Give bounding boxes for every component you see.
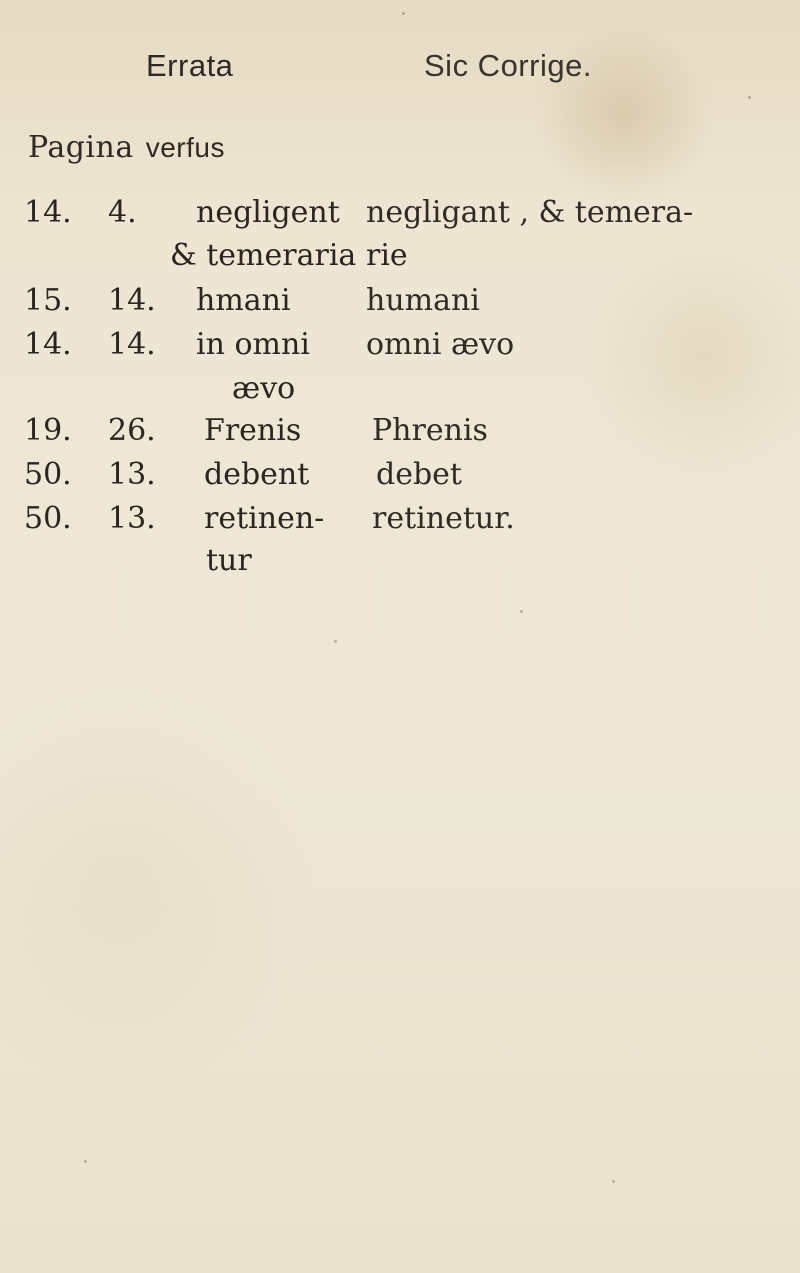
row-1-correction-cont: rie	[366, 238, 408, 273]
row-2-page: 15.	[24, 283, 72, 318]
row-6-error-cont: tur	[206, 543, 252, 578]
row-1-error-cont: & temeraria	[170, 238, 357, 273]
paper-speck	[612, 1180, 615, 1183]
row-2-correction: humani	[366, 283, 480, 318]
row-4-correction: Phrenis	[372, 413, 488, 448]
row-3-correction: omni ævo	[366, 327, 515, 362]
row-1-page: 14.	[24, 195, 72, 230]
row-3-error: in omni	[196, 327, 310, 362]
paper-speck	[84, 1160, 87, 1163]
row-4-line: 26.	[108, 413, 156, 448]
row-2-error: hmani	[196, 283, 291, 318]
row-1-line: 4.	[108, 195, 137, 230]
column-headings	[28, 130, 225, 165]
paper-speck	[748, 96, 751, 99]
row-6-error: retinen-	[204, 501, 325, 536]
row-1-error: negligent	[196, 195, 340, 230]
paper-speck	[520, 610, 523, 613]
row-1-correction: negligant , & temera-	[366, 195, 694, 230]
row-3-page: 14.	[24, 327, 72, 362]
row-3-error-cont: ævo	[232, 371, 296, 406]
sic-corrige-heading: Sic Corrige.	[424, 48, 592, 83]
row-6-line: 13.	[108, 501, 156, 536]
row-4-page: 19.	[24, 413, 72, 448]
pagina-heading: Pagina	[28, 130, 134, 165]
row-6-page: 50.	[24, 501, 72, 536]
row-4-error: Frenis	[204, 413, 302, 448]
row-5-correction: debet	[376, 457, 462, 492]
versus-heading: verfus	[145, 132, 225, 163]
row-3-line: 14.	[108, 327, 156, 362]
paper-speck	[334, 640, 337, 643]
paper-speck	[402, 12, 405, 15]
row-5-page: 50.	[24, 457, 72, 492]
row-2-line: 14.	[108, 283, 156, 318]
row-5-line: 13.	[108, 457, 156, 492]
row-6-correction: retinetur.	[372, 501, 515, 536]
row-5-error: debent	[204, 457, 310, 492]
errata-heading: Errata	[146, 48, 234, 83]
